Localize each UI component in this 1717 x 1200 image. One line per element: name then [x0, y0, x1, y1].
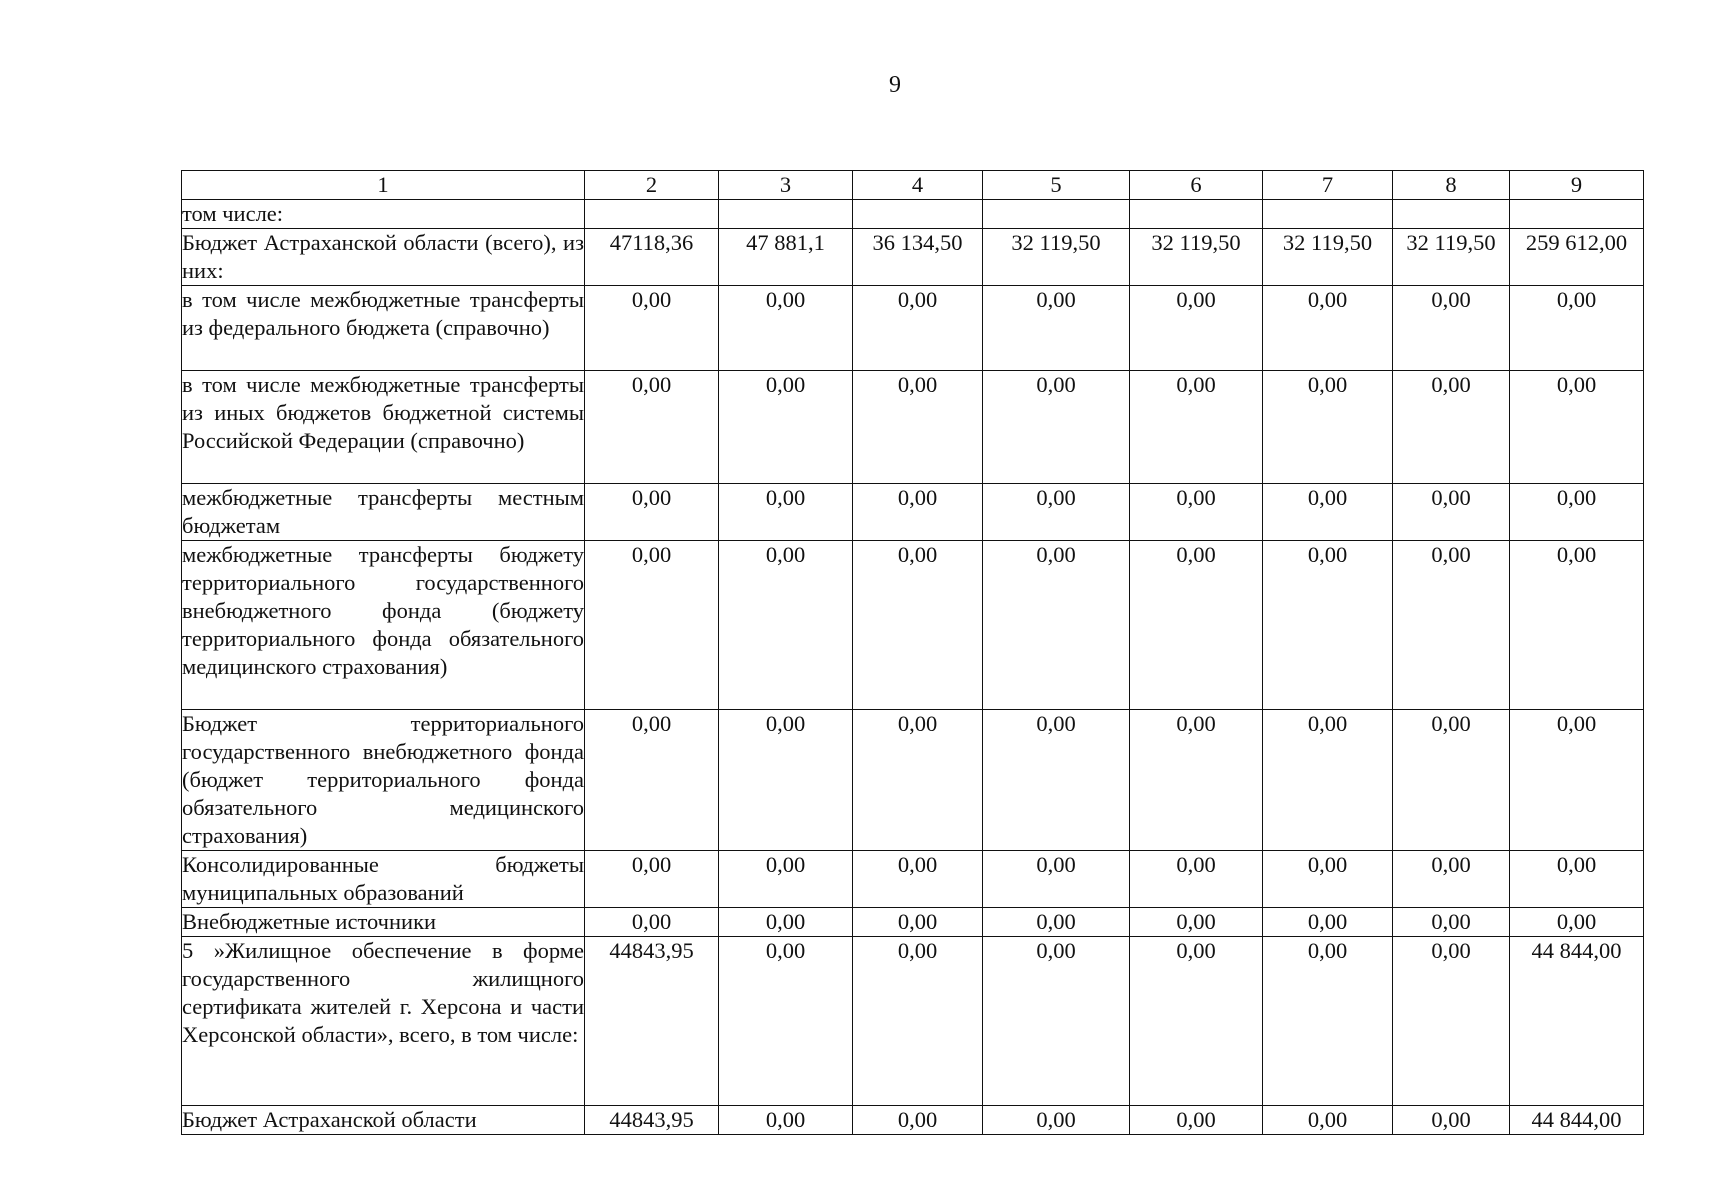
- table-cell: 0,00: [1130, 484, 1263, 541]
- table-row: [182, 908, 1644, 937]
- table-cell: 0,00: [1510, 851, 1644, 908]
- table-cell: 0,00: [1263, 710, 1393, 851]
- table-cell: 0,00: [853, 851, 983, 908]
- table-cell: 0,00: [1393, 937, 1510, 1106]
- table-cell: 0,00: [719, 484, 853, 541]
- table-cell: 0,00: [1263, 484, 1393, 541]
- table-cell: 0,00: [1263, 371, 1393, 484]
- row-label: Бюджет Астраханской области (всего), из них:: [182, 229, 585, 286]
- row-label: Внебюджетные источники: [182, 908, 585, 937]
- table-cell: 47 881,1: [719, 229, 853, 286]
- table-cell: 32 119,50: [1130, 229, 1263, 286]
- table-cell: 0,00: [719, 371, 853, 484]
- table-cell: 0,00: [1510, 371, 1644, 484]
- table-cell: 0,00: [983, 851, 1130, 908]
- row-label: 5 »Жилищное обеспечение в форме государственного жилищного сертификата жителей г. Херсона и части Херсонской области», всего, в том числе:: [182, 937, 585, 1106]
- row-label: Бюджет Астраханской области: [182, 1106, 585, 1135]
- table-cell: 0,00: [719, 541, 853, 710]
- table-cell: 0,00: [983, 1106, 1130, 1135]
- column-header: 8: [1393, 171, 1510, 200]
- table-cell: 0,00: [983, 484, 1130, 541]
- row-label: межбюджетные трансферты местным бюджетам: [182, 484, 585, 541]
- table-cell: 0,00: [853, 710, 983, 851]
- table-cell: 0,00: [585, 710, 719, 851]
- table-cell: 0,00: [719, 710, 853, 851]
- table-cell: 0,00: [1393, 286, 1510, 371]
- table-row: [182, 541, 1644, 710]
- row-label: Консолидированные бюджеты муниципальных образований: [182, 851, 585, 908]
- table-cell: 44843,95: [585, 937, 719, 1106]
- column-header: 2: [585, 171, 719, 200]
- table-cell: 0,00: [1263, 286, 1393, 371]
- table-cell: 0,00: [1263, 851, 1393, 908]
- row-label: межбюджетные трансферты бюджету территориального государственного внебюджетного фонда (бюджету территориального фонда обязательного медицинского страхования): [182, 541, 585, 710]
- table-cell: [719, 200, 853, 229]
- table-row: [182, 371, 1644, 484]
- table-cell: 0,00: [1393, 908, 1510, 937]
- table-cell: 0,00: [1393, 1106, 1510, 1135]
- table-cell: 0,00: [1393, 541, 1510, 710]
- table-cell: 259 612,00: [1510, 229, 1644, 286]
- table-row: [182, 937, 1644, 1106]
- table-cell: 0,00: [585, 371, 719, 484]
- table-row: [182, 229, 1644, 286]
- table-cell: [1130, 200, 1263, 229]
- table-cell: 0,00: [983, 286, 1130, 371]
- table-cell: 0,00: [1263, 937, 1393, 1106]
- table-cell: 0,00: [853, 1106, 983, 1135]
- table-cell: 0,00: [1130, 371, 1263, 484]
- column-header: 7: [1263, 171, 1393, 200]
- table-cell: 0,00: [1130, 908, 1263, 937]
- table-cell: 0,00: [719, 937, 853, 1106]
- table-cell: 0,00: [585, 484, 719, 541]
- table-cell: 0,00: [853, 371, 983, 484]
- table-cell: 0,00: [719, 286, 853, 371]
- table-cell: 0,00: [585, 541, 719, 710]
- table-cell: 32 119,50: [983, 229, 1130, 286]
- column-header: 9: [1510, 171, 1644, 200]
- table-row: [182, 200, 1644, 229]
- table-cell: [1263, 200, 1393, 229]
- budget-table: [181, 170, 1644, 1135]
- table-cell: 0,00: [1510, 286, 1644, 371]
- table-cell: 0,00: [853, 286, 983, 371]
- table-cell: 0,00: [1393, 484, 1510, 541]
- table-cell: 0,00: [853, 484, 983, 541]
- table-cell: 32 119,50: [1393, 229, 1510, 286]
- table-cell: 0,00: [585, 851, 719, 908]
- column-header: 5: [983, 171, 1130, 200]
- column-header: 1: [182, 171, 585, 200]
- table-cell: 0,00: [853, 908, 983, 937]
- table-cell: 0,00: [1263, 908, 1393, 937]
- table-cell: 0,00: [983, 710, 1130, 851]
- table-cell: 0,00: [1510, 484, 1644, 541]
- table-cell: 0,00: [1130, 710, 1263, 851]
- table-cell: 0,00: [853, 937, 983, 1106]
- table-cell: 0,00: [983, 937, 1130, 1106]
- table-cell: 0,00: [1130, 1106, 1263, 1135]
- table-cell: 0,00: [983, 541, 1130, 710]
- table-cell: 36 134,50: [853, 229, 983, 286]
- table-cell: 0,00: [1130, 851, 1263, 908]
- row-label: в том числе межбюджетные трансферты из федерального бюджета (справочно): [182, 286, 585, 371]
- table-header-row: [182, 171, 1644, 200]
- table-cell: 0,00: [1263, 541, 1393, 710]
- table-cell: 0,00: [1510, 908, 1644, 937]
- row-label: в том числе межбюджетные трансферты из иных бюджетов бюджетной системы Российской Федерации (справочно): [182, 371, 585, 484]
- table-cell: 47118,36: [585, 229, 719, 286]
- column-header: 3: [719, 171, 853, 200]
- table-cell: [585, 200, 719, 229]
- table-cell: 44843,95: [585, 1106, 719, 1135]
- table-cell: 0,00: [1510, 541, 1644, 710]
- table-cell: 0,00: [1393, 710, 1510, 851]
- table-cell: [1510, 200, 1644, 229]
- table-row: [182, 1106, 1644, 1135]
- row-label: том числе:: [182, 200, 585, 229]
- table-cell: 0,00: [1130, 937, 1263, 1106]
- table-row: [182, 286, 1644, 371]
- table-cell: 44 844,00: [1510, 937, 1644, 1106]
- table-cell: 0,00: [983, 908, 1130, 937]
- table-cell: 0,00: [719, 851, 853, 908]
- page-number: 9: [889, 72, 901, 98]
- table-cell: 0,00: [719, 908, 853, 937]
- table-cell: [853, 200, 983, 229]
- table-cell: 0,00: [983, 371, 1130, 484]
- table-cell: 0,00: [1393, 851, 1510, 908]
- table-cell: [983, 200, 1130, 229]
- table-cell: 0,00: [1263, 1106, 1393, 1135]
- table-cell: 0,00: [719, 1106, 853, 1135]
- table-cell: 0,00: [585, 286, 719, 371]
- table-row: [182, 851, 1644, 908]
- row-label: Бюджет территориального государственного внебюджетного фонда (бюджет территориального фонда обязательного медицинского страхования): [182, 710, 585, 851]
- table-cell: 0,00: [1130, 541, 1263, 710]
- table-cell: [1393, 200, 1510, 229]
- table-cell: 0,00: [1510, 710, 1644, 851]
- table-cell: 0,00: [1130, 286, 1263, 371]
- table-row: [182, 710, 1644, 851]
- table-cell: 32 119,50: [1263, 229, 1393, 286]
- table-cell: 44 844,00: [1510, 1106, 1644, 1135]
- table-row: [182, 484, 1644, 541]
- table-cell: 0,00: [585, 908, 719, 937]
- table-cell: 0,00: [853, 541, 983, 710]
- table-cell: 0,00: [1393, 371, 1510, 484]
- column-header: 4: [853, 171, 983, 200]
- column-header: 6: [1130, 171, 1263, 200]
